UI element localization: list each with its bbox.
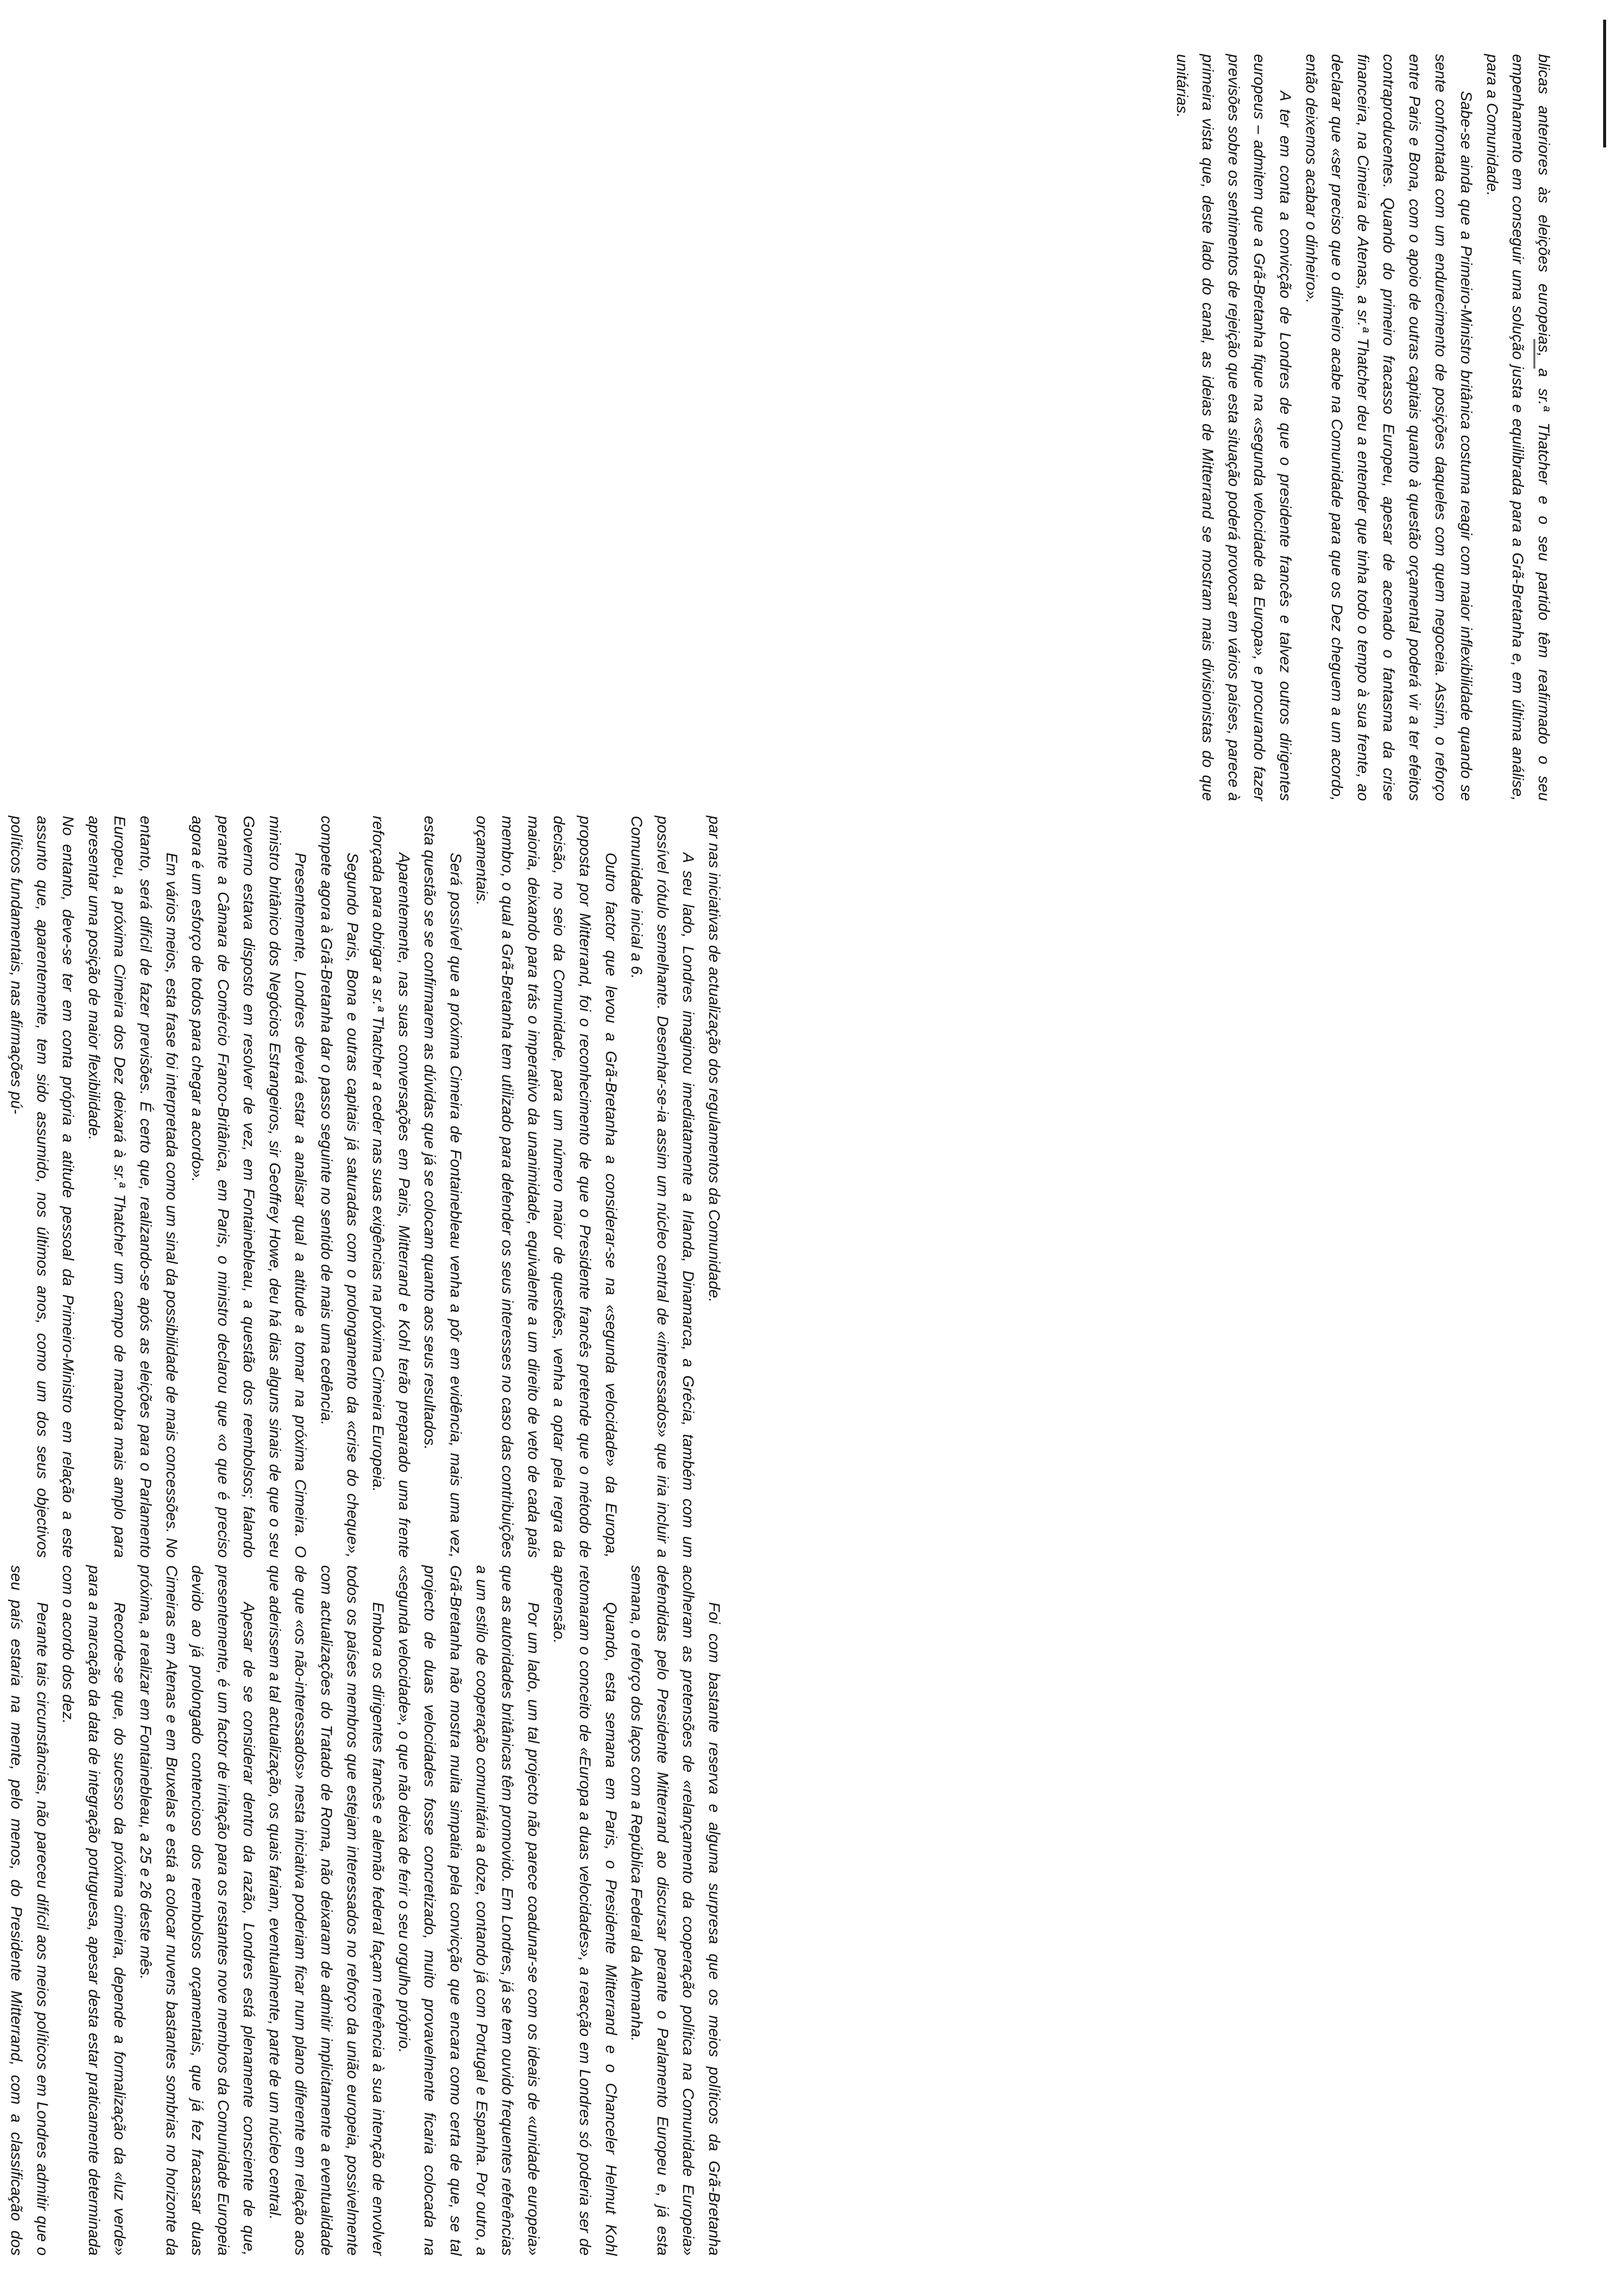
paragraph: Presentemente, Londres deverá estar a analisar qual a atitude a tomar na próxima Cimeira. O ministro britânico dos Negócios Estrangeiros, sir Geoffrey Howe, deu há dias alguns sinais de que o seu Governo estava disposto em resolver de vez, em Fontainebleau, a questão dos reembolsos; falando perante a Câmara de Comércio Franco-Britânica, em Paris, o ministro declarou que «o que é preciso agora é um esforço de todos para chegar a acordo». bbox=[189, 816, 310, 1558]
paragraph: Quando, esta semana em Paris, o Presidente Mitterrand e o Chanceler Helmut Kohl retomaram o conceito de «Europa a duas velocidades», a reacção em Londres só poderia ser de apreensão. bbox=[550, 1565, 620, 2256]
paragraph: par nas iniciativas de actualização dos regulamentos da Comunidade. bbox=[706, 816, 723, 1303]
paragraph: Apesar de se considerar dentro da razão, Londres está plenamente consciente de que, presentemente, é um factor de irritação para os restantes nove membros da Comunidade Europeia devido ao já prolongado contencioso dos reembolsos orçamentais, que já fez fracassar duas Cimeiras em Atenas e em Bruxelas e está a colocar nuvens bastantes sombrias no horizonte da próxima, a realizar em Fontainebleau, a 25 e 26 deste mês. bbox=[137, 1565, 259, 2256]
paragraph: A seu lado, Londres imaginou imediatamente a Irlanda, Dinamarca, a Grécia, também com um possível rótulo semelhante. Desenhar-se-ia assim um núcleo central de «interessados» que iria incluir a Comunidade inicial a 6. bbox=[628, 816, 698, 1558]
paragraph: Em vários meios, esta frase foi interpretada como um sinal da possibilidade de mais concessões. No entanto, será difícil de fazer previsões. É certo que, realizando-se após as eleições para o Parlamento Europeu, a próxima Cimeira dos Dez deixará à sr.ª Thatcher um campo de manobra mais amplo para apresentar uma posição de maior flexibilidade. bbox=[85, 816, 181, 1558]
paragraph: Outro factor que levou a Grã-Bretanha a considerar-se na «segunda velocidade» da Europa, proposta por Mitterrand, foi o reconhecimento de que o Presidente francês pretende que o método de decisão, no seio da Comunidade, para um número maior de questões, venha a optar pela regra da maioria, deixando para trás o imperativo da unanimidade, equivalente a um direito de veto de cada país membro, o qual a Grã-Bretanha tem utilizado para defender os seus interesses no caso das contribuições orçamentais. bbox=[473, 816, 620, 1558]
paragraph: A ter em conta a convicção de Londres de que o presidente francês e talvez outros dirigentes europeus – admitem que a Grã-Bretanha fique na «segunda velocidade da Europa», e procurando fazer previsões sobre os sentimentos de rejeição que esta situação poderá provocar em vários países, parece à primeira vista que, deste lado do canal, as ideias de Mitterrand se mostram mais divisionistas do que unitárias. bbox=[1173, 54, 1295, 801]
paragraph: Foi com bastante reserva e alguma surpresa que os meios políticos da Grã-Bretanha acolheram as pretensões de «relançamento da cooperação política na Comunidade Europeia» defendidas pelo Presidente Mitterrand ao discursar perante o Parlamento Europeu e, já esta semana, o reforço dos laços com a República Federal da Alemanha. bbox=[628, 1565, 723, 2256]
paragraph: Aparentemente, nas suas conversações em Paris, Mitterrand e Kohl terão preparado uma frente reforçada para obrigar a sr.ª Thatcher a ceder nas suas exigências na próxima Cimeira Europeia. bbox=[370, 816, 413, 1558]
paragraph: Segundo Paris, Bona e outras capitais já saturadas com o prolongamento da «crise do cheque», compete agora à Grã-Bretanha dar o passo seguinte no sentido de mais uma cedência. bbox=[318, 816, 362, 1558]
paragraph: Perante tais circunstâncias, não pareceu difícil aos meios políticos em Londres admitir que o seu país estaria na mente, pelo menos, do Presidente Mitterrand, com a classificação dos bbox=[7, 1565, 52, 2256]
article-column-1 bbox=[7, 1565, 727, 2256]
paragraph: No entanto, deve-se ter em conta própria a atitude pessoal da Primeiro-Ministro em relação a este assunto que, aparentemente, tem sido assumido, nos últimos anos, como um dos seus objectivos políticos fundamentais, nas afirmações pú- bbox=[7, 816, 78, 1558]
article-column-2 bbox=[7, 816, 727, 1558]
paragraph: Sabe-se ainda que a Primeiro-Ministro britânica costuma reagir com maior inflexibilidade quando se sente confrontada com um endurecimento de posições daqueles com quem negoceia. Assim, o reforço entre Paris e Bona, com o apoio de outras capitais quanto à questão orçamental poderá vir a ter efeitos contraproducentes. Quando do primeiro fracasso Europeu, apesar de acenado o fantasma da crise financeira, na Cimeira de Atenas, a sr.ª Thatcher deu a entender que tinha todo o tempo à sua frente, ao declarar que «ser preciso que o dinheiro acabe na Comunidade para que os Dez cheguem a um acordo, então deixemos acabar o dinheiro». bbox=[1302, 54, 1476, 801]
paragraph: blicas anteriores às eleições europeias, a sr.ª Thatcher e o seu partido têm reafirmado o seu empenhamento em conseguir uma solução justa e equilibrada para a Grã-Bretanha e, em última análise, para a Comunidade. bbox=[1483, 54, 1553, 801]
article-column-3 bbox=[800, 54, 1557, 801]
paragraph: Por um lado, um tal projecto não parece coadunar-se com os ideais de «unidade europeia» que as autoridades britânicas têm promovido. Em Londres, já se tem ouvido frequentes referências a um estilo de cooperação comunitária a doze, contando já com Portugal e Espanha. Por outro, a Grã-Bretanha não mostra muita simpatia pela convicção que encara como certa de que, se tal projecto de duas velocidades fosse concretizado, muito provavelmente ficaria colocada na «segunda velocidade», o que não deixa de ferir o seu orgulho próprio. bbox=[395, 1565, 543, 2256]
paragraph: Será possível que a próxima Cimeira de Fontainebleau venha a pôr em evidência, mais uma vez, esta questão se se confirmarem as dúvidas que já se colocam quanto aos seus resultados. bbox=[421, 816, 465, 1558]
paragraph: Recorde-se que, do sucesso da próxima cimeira, depende a formalização da «luz verde» para a marcação da data de integração portuguesa, apesar desta estar praticamente determinada com o acordo dos dez. bbox=[59, 1565, 129, 2256]
paragraph: Embora os dirigentes francês e alemão federal façam referência à sua intenção de envolver todos os países membros que estejam interessados no reforço da união europeia, possivelmente com actualizações do Tratado de Roma, não deixaram de admitir implicitamente a eventualidade de que «os não-interessados» nesta iniciativa poderiam ficar num plano diferente em relação aos que aderissem a tal actualização, os quais fariam, eventualmente, parte de um núcleo central. bbox=[266, 1565, 388, 2256]
